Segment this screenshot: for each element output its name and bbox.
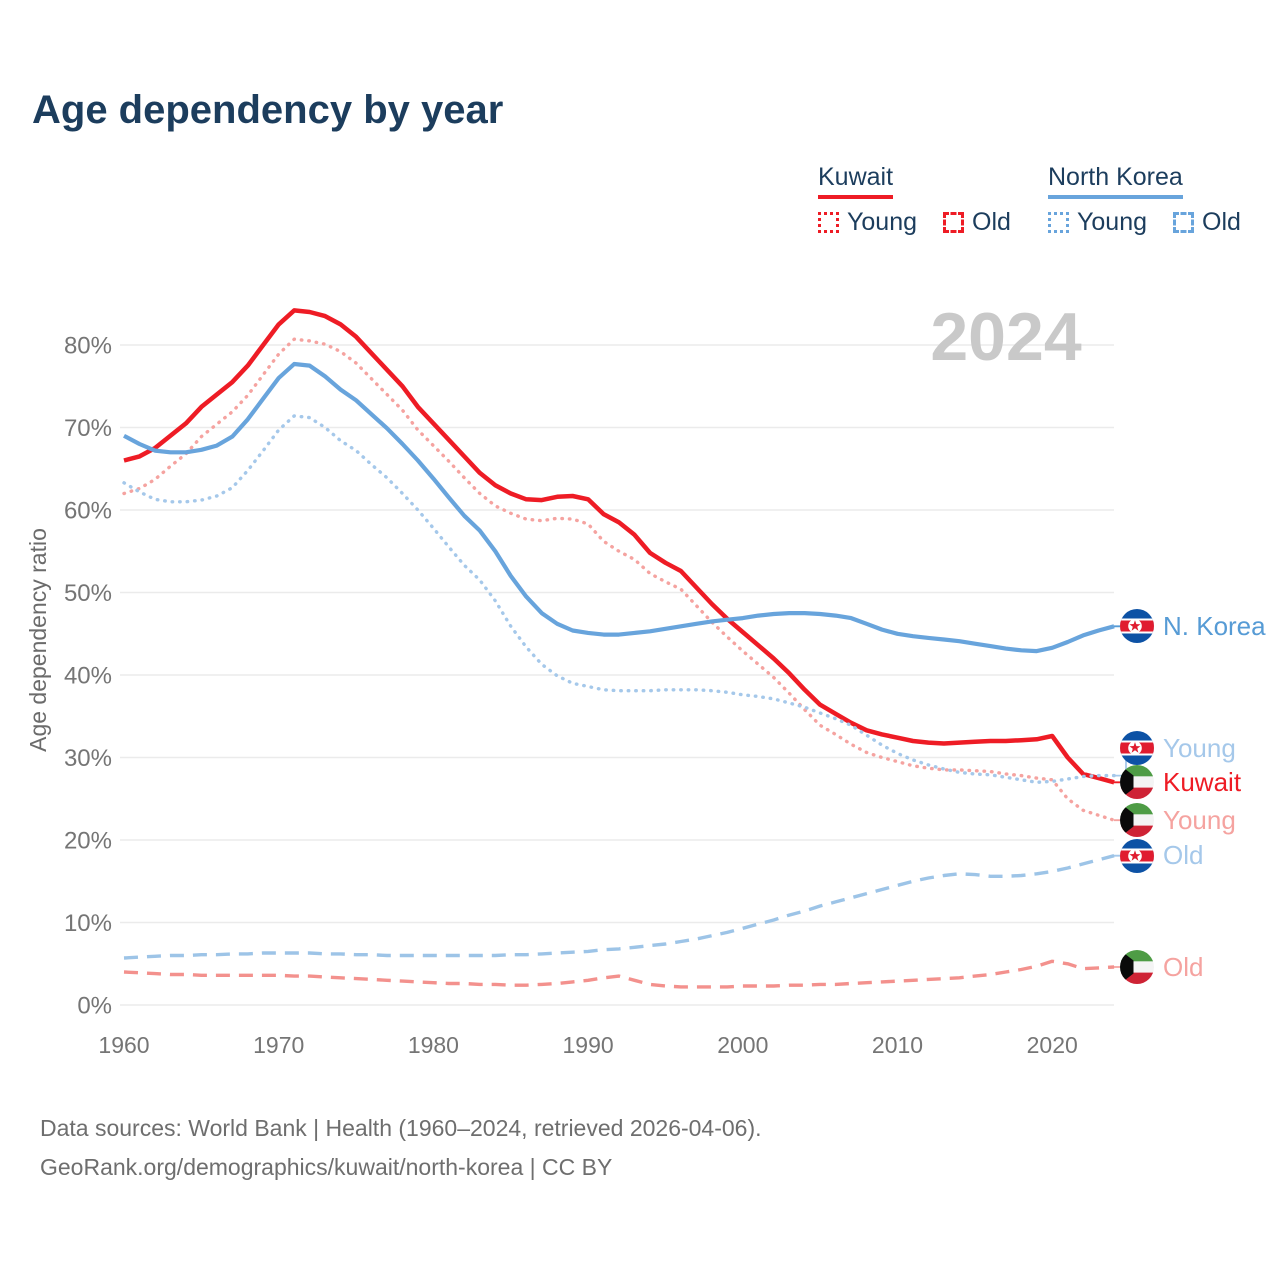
y-tick-label: 80% (63, 332, 112, 360)
series-line-nk_old (124, 856, 1114, 958)
end-label-kuwait_old (1120, 950, 1203, 984)
end-label-kuwait_total (1120, 765, 1241, 799)
x-tick-label: 2020 (1026, 1032, 1078, 1058)
year-watermark: 2024 (930, 299, 1082, 375)
series-line-kuwait_old (124, 961, 1114, 987)
end-label-nk_young (1120, 731, 1236, 765)
end-label-text: Old (1163, 951, 1204, 982)
attribution-line: GeoRank.org/demographics/kuwait/north-korea | CC BY (40, 1154, 613, 1180)
y-tick-label: 60% (63, 497, 112, 525)
legend-item-label: Old (972, 208, 1011, 236)
end-label-kuwait_young (1120, 803, 1236, 837)
y-tick-label: 70% (63, 415, 112, 442)
legend-item-label: Young (1077, 208, 1147, 236)
y-tick-label: 10% (63, 910, 112, 937)
kuwait-flag-icon (1120, 803, 1154, 837)
x-tick-label: 1970 (253, 1032, 305, 1058)
y-tick-label: 20% (63, 827, 112, 855)
series-line-nk_young (124, 416, 1114, 782)
x-tick-label: 2010 (871, 1032, 924, 1058)
legend-item-label: Old (1202, 208, 1241, 236)
x-tick-label: 1990 (562, 1032, 614, 1058)
x-tick-label: 2000 (717, 1032, 769, 1058)
end-label-text: Young (1163, 804, 1236, 835)
legend-country-kuwait[interactable]: Kuwait (818, 163, 893, 199)
kuwait-flag-icon (1120, 950, 1154, 984)
end-label-text: Old (1163, 840, 1204, 871)
end-label-text: Kuwait (1163, 766, 1242, 797)
y-tick-label: 30% (63, 745, 112, 772)
data-sources-line: Data sources: World Bank | Health (1960–2024, retrieved 2026-04-06). (40, 1115, 762, 1141)
page-title: Age dependency by year (32, 88, 504, 132)
legend-item-label: Young (847, 208, 917, 236)
north-korea-flag-icon (1120, 609, 1154, 643)
end-label-nk_old (1120, 839, 1203, 873)
end-label-nk_total (1120, 609, 1266, 643)
footer (40, 1109, 762, 1187)
end-label-text: Young (1163, 732, 1236, 763)
north-korea-flag-icon (1120, 839, 1154, 873)
y-tick-label: 0% (77, 992, 112, 1020)
y-tick-label: 50% (63, 580, 112, 607)
x-tick-label: 1980 (407, 1032, 459, 1058)
kuwait-flag-icon (1120, 765, 1154, 799)
north-korea-flag-icon (1120, 731, 1154, 765)
legend-country-north-korea[interactable]: North Korea (1048, 163, 1183, 199)
y-tick-label: 40% (63, 662, 112, 690)
x-tick-label: 1960 (98, 1032, 150, 1058)
series-line-nk_total (124, 364, 1114, 651)
end-label-text: N. Korea (1163, 610, 1266, 641)
series-line-kuwait_total (124, 310, 1114, 782)
y-axis-title: Age dependency ratio (25, 528, 51, 752)
series-line-kuwait_young (124, 339, 1114, 820)
